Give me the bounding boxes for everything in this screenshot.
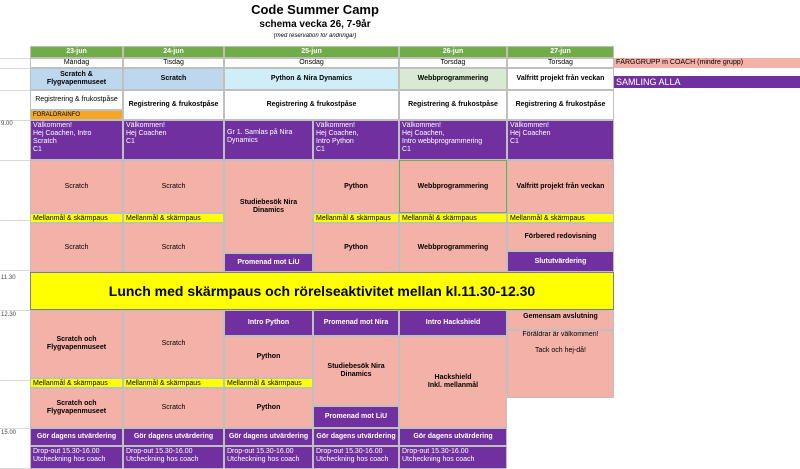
session-scratch-1a: Scratch xyxy=(30,160,123,213)
dropout-3b: Drop-out 15.30-16.00 Utcheckning hos coach xyxy=(313,446,399,469)
page-title: Code Summer Camp xyxy=(251,2,379,17)
session-scratch-2b: Scratch xyxy=(123,223,224,272)
foraldrar-valkommen: Föräldrar är välkommen! Tack och hej-då! xyxy=(507,330,614,398)
page-subtitle: schema vecka 26, 7-9år xyxy=(259,19,371,30)
snack-2: Mellanmål & skärmpaus xyxy=(123,213,224,223)
afternoon-scratch-2b: Scratch xyxy=(123,388,224,428)
lunch-banner: Lunch med skärmpaus och rörelseaktivitet mellan kl.11.30-12.30 xyxy=(30,272,614,310)
theme-4: Webbprogrammering xyxy=(399,68,507,90)
session-scratch-1b: Scratch xyxy=(30,223,123,272)
utvardering-3a: Gör dagens utvärdering xyxy=(224,428,313,446)
snack-5: Mellanmål & skärmpaus xyxy=(507,213,614,223)
utvardering-3b: Gör dagens utvärdering xyxy=(313,428,399,446)
welcome-2: Välkommen! Hej Coachen C1 xyxy=(123,120,224,160)
legend-group: FÄRGGRUPP m COACH (mindre grupp) xyxy=(614,58,800,68)
session-python-3b: Python xyxy=(313,160,399,213)
reservation-note: (med reservation för ändringar) xyxy=(273,33,357,39)
welcome-4: Välkommen! Hej Coachen, Intro webbprogrammering C1 xyxy=(399,120,507,160)
dropout-1: Drop-out 15.30-16.00 Utcheckning hos coach xyxy=(30,446,123,469)
theme-3: Python & Nira Dynamics xyxy=(224,68,399,90)
slututvardering: Slututvärdering xyxy=(507,251,614,272)
welcome-1: Välkommen! Hej Coachen, Intro Scratch C1 xyxy=(30,120,123,160)
promenad-liu-1: Promenad mot LiU xyxy=(224,253,313,272)
foraldrainfo: FÖRÄLDRAINFO xyxy=(30,110,123,120)
weekday-3: Onsdag xyxy=(224,58,399,68)
registration-5: Registrering & frukostpåse xyxy=(507,90,614,120)
session-valfritt-5: Valfritt projekt från veckan xyxy=(507,160,614,213)
intro-python: Intro Python xyxy=(224,310,313,336)
dropout-2: Drop-out 15.30-16.00 Utcheckning hos coach xyxy=(123,446,224,469)
session-webb-4b: Webbprogrammering xyxy=(399,223,507,272)
day-date-5: 27-jun xyxy=(507,46,614,58)
legend-all: SAMLING ALLA xyxy=(614,76,800,88)
snack-3b: Mellanmål & skärmpaus xyxy=(313,213,399,223)
day-date-4: 26-jun xyxy=(399,46,507,58)
session-webb-4a: Webbprogrammering xyxy=(399,160,507,213)
registration-3: Registrering & frukostpåse xyxy=(224,90,399,120)
weekday-4: Torsdag xyxy=(399,58,507,68)
theme-1: Scratch & Flygvapenmuseet xyxy=(30,68,123,90)
day-date-3: 25-jun xyxy=(224,46,399,58)
registration-1: Registrering & frukostpåse xyxy=(30,90,123,110)
afternoon-python-3b: Python xyxy=(224,388,313,428)
promenad-liu-2: Promenad mot LiU xyxy=(313,406,399,428)
snack-afternoon-3: Mellanmål & skärmpaus xyxy=(224,378,313,388)
snack-afternoon-1: Mellanmål & skärmpaus xyxy=(30,378,123,388)
welcome-3b: Välkommen! Hej Coachen, Intro Python C1 xyxy=(313,120,399,160)
day-date-2: 24-jun xyxy=(123,46,224,58)
time-9: 9.00 xyxy=(1,121,13,127)
snack-afternoon-2: Mellanmål & skärmpaus xyxy=(123,378,224,388)
afternoon-scratch-flyg-1: Scratch och Flygvapenmuseet xyxy=(30,310,123,378)
forbered-redovisning: Förbered redovisning xyxy=(507,223,614,251)
registration-2: Registrering & frukostpåse xyxy=(123,90,224,120)
afternoon-python-3a: Python xyxy=(224,336,313,378)
weekday-2: Tisdag xyxy=(123,58,224,68)
day-date-1: 23-jun xyxy=(30,46,123,58)
utvardering-4: Gör dagens utvärdering xyxy=(399,428,507,446)
time-1230: 12.30 xyxy=(1,312,17,318)
weekday-5: Torsdag xyxy=(507,58,614,68)
snack-1: Mellanmål & skärmpaus xyxy=(30,213,123,223)
dropout-3a: Drop-out 15.30-16.00 Utcheckning hos coach xyxy=(224,446,313,469)
utvardering-2: Gör dagens utvärdering xyxy=(123,428,224,446)
dropout-4: Drop-out 15.30-16.00 Utcheckning hos coach xyxy=(399,446,507,469)
theme-2: Scratch xyxy=(123,68,224,90)
utvardering-1: Gör dagens utvärdering xyxy=(30,428,123,446)
afternoon-scratch-flyg-1b: Scratch och Flygvapenmuseet xyxy=(30,388,123,428)
time-1500: 15.00 xyxy=(1,430,17,436)
intro-hackshield: Intro Hackshield xyxy=(399,310,507,336)
gemensam-avslutning: Gemensam avslutning xyxy=(507,310,614,330)
hackshield: Hackshield Inkl. mellanmål xyxy=(399,336,507,428)
registration-4: Registrering & frukostpåse xyxy=(399,90,507,120)
snack-4: Mellanmål & skärmpaus xyxy=(399,213,507,223)
session-python-3c: Python xyxy=(313,223,399,272)
promenad-nira: Promenad mot Nira xyxy=(313,310,399,336)
afternoon-scratch-2: Scratch xyxy=(123,310,224,378)
time-1130: 11.30 xyxy=(1,275,16,281)
weekday-1: Måndag xyxy=(30,58,123,68)
session-scratch-2a: Scratch xyxy=(123,160,224,213)
welcome-5: Välkommen! Hej Coachen C1 xyxy=(507,120,614,160)
studiebesok-2: Studiebesök Nira Dinamics xyxy=(313,336,399,406)
session-studie-3a: Studiebesök Nira Dinamics xyxy=(224,160,313,253)
theme-5: Valfritt projekt från veckan xyxy=(507,68,614,90)
welcome-3a: Gr 1. Samlas på Nira Dynamics xyxy=(224,120,313,160)
